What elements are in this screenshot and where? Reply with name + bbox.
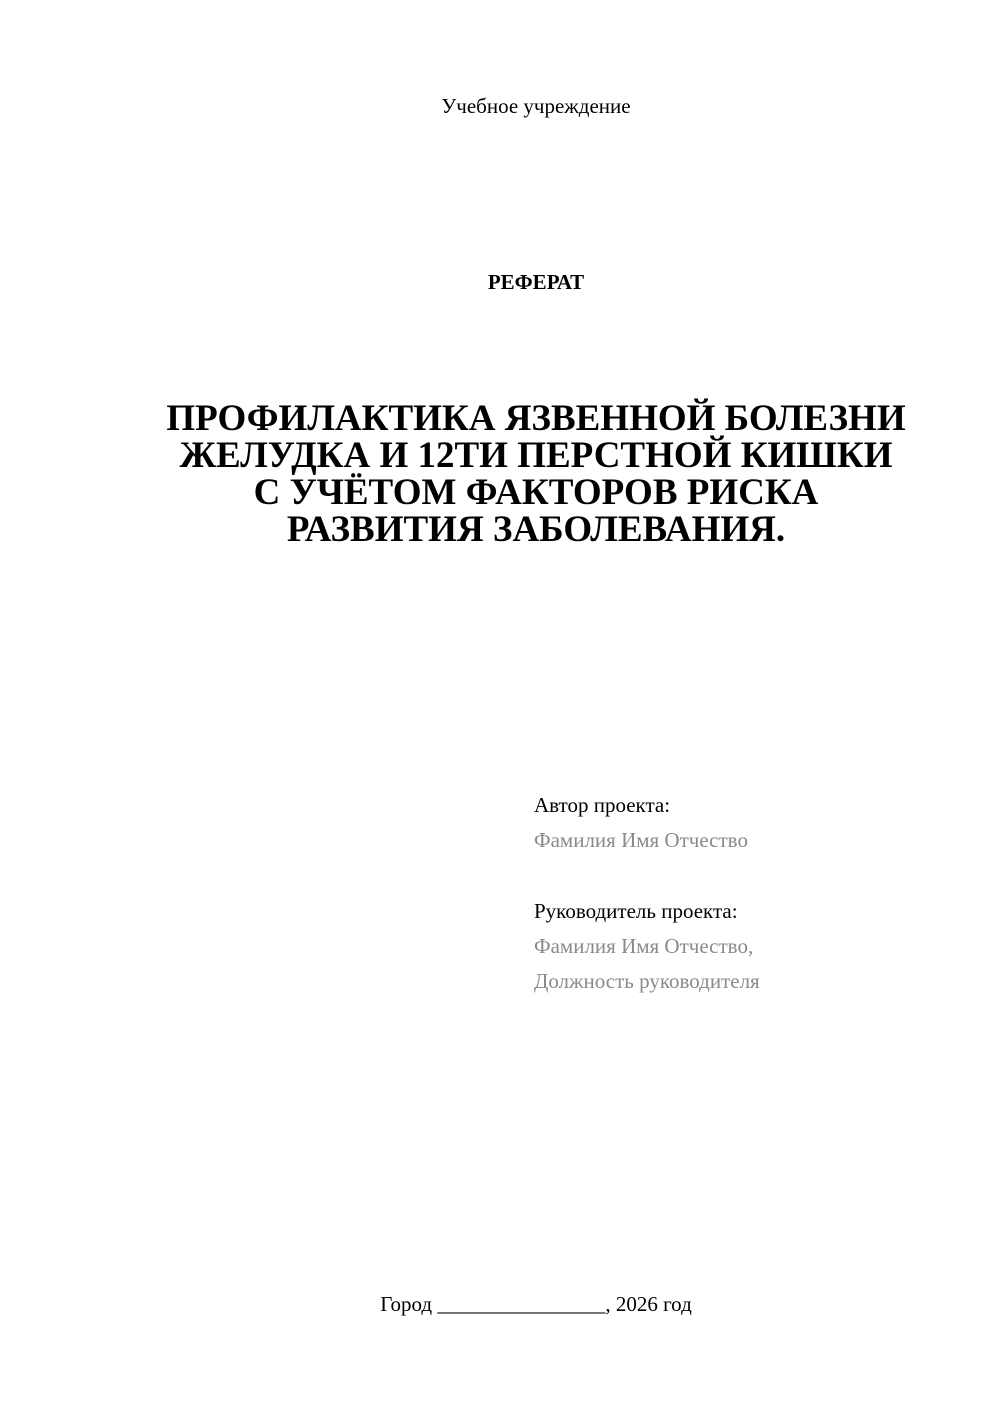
title-line: РАЗВИТИЯ ЗАБОЛЕВАНИЯ. [286,509,786,550]
author-name: Фамилия Имя Отчество [534,828,748,852]
supervisor-label: Руководитель проекта: [534,899,738,923]
title-line: ПРОФИЛАКТИКА ЯЗВЕННОЙ БОЛЕЗНИ [166,398,906,439]
document-title [0,400,1000,548]
supervisor-name: Фамилия Имя Отчество, [534,934,754,958]
project-info [534,788,974,999]
supervisor-position: Должность руководителя [534,969,760,993]
title-line: С УЧЁТОМ ФАКТОРОВ РИСКА [253,472,819,513]
city-year-line: Город ________________, 2026 год [380,1292,692,1316]
institution-name: Учебное учреждение [441,94,631,118]
title-line: ЖЕЛУДКА И 12ТИ ПЕРСТНОЙ КИШКИ [179,435,893,476]
spacer [534,858,974,894]
author-label: Автор проекта: [534,793,671,817]
document-type: РЕФЕРАТ [487,270,585,294]
